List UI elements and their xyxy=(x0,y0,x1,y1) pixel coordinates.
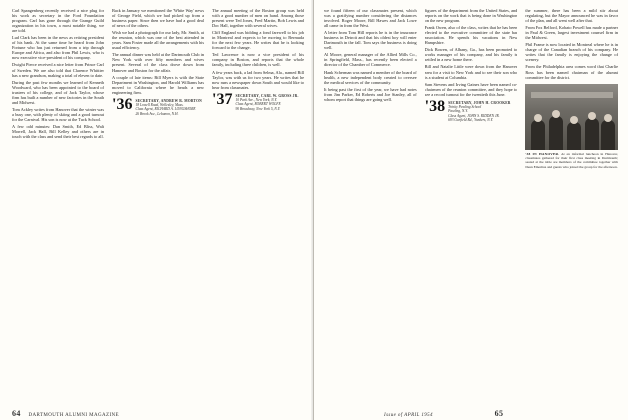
class-info xyxy=(448,100,510,122)
class-secretary: SECRETARY, CARL W. GROSS JR. xyxy=(235,93,299,98)
photo-person-head xyxy=(604,114,612,122)
class-year: '37 xyxy=(212,90,233,108)
paragraph: The annual meeting of the Boston group was held with a good number of men on hand. Among those present were Ted Jones, Fred Martin, Bob Lewis and Doc Hall, together with several wives. xyxy=(212,8,304,29)
class-address: 10 Park Ave., New York, N.Y. xyxy=(235,98,278,102)
right-page xyxy=(314,0,628,420)
paragraph: we found fifteen of our classmates present, which was a gratifying number considering the distances involved. Roger Moore, Bill Hawes and Jack Lowe all came in from the West. xyxy=(324,8,417,29)
class-header-38 xyxy=(424,97,518,122)
paragraph: The annual dinner was held at the Dartmouth Club in New York with over fifty members and wives present. Several of the class drove down from Hanover and Boston for the affair. xyxy=(112,52,204,73)
photo-caption xyxy=(525,152,618,169)
paragraph: Tom Ackley writes from Hanover that the winter was a busy one, with plenty of skiing and a good turnout for the Carnival. His son is now at the Tuck School. xyxy=(12,106,104,122)
class-agent-address: 26 Brook Ave., Lebanon, N.H. xyxy=(135,111,179,116)
paragraph: A few years back, a lad from Selma, Ala., named Bill Taylor, was with us for two years. He writes that he now runs a newspaper down South and would like to hear from classmates. xyxy=(212,69,304,90)
class-info xyxy=(135,98,201,116)
paragraph: Back in January we mentioned the 'White Way' news of George Field, which we had picked up from a business paper. Since then we have had a good deal of news of the others. xyxy=(112,8,204,29)
photo-person-head xyxy=(534,114,542,122)
paragraph: From Fox Belford, Kobato Powell has made a partner in Paul & Green, largest investment counsel firm in the Midwest. xyxy=(525,25,619,41)
photo-person xyxy=(585,118,599,150)
photo-person-head xyxy=(588,112,596,120)
paragraph: Hank Scherman was named a member of the board of health, a new independent body created to oversee the medical services of the community. xyxy=(324,69,417,85)
class-address: 18 Lowell Road, Wellesley, Mass. xyxy=(135,103,184,108)
photo-caption-title: '38 IN HANOVER. xyxy=(525,151,560,156)
paragraph: figures of the department from the United States, and reports on the work that is being done in Washington on the new program. xyxy=(424,8,518,24)
photo-person-head xyxy=(552,110,560,118)
paragraph: From the Philadelphia area comes word that Charlie Ross has been named chairman of the alumni committee for the district. xyxy=(525,64,619,80)
paragraph: A couple of late items: Bill Myers is with the State Department in Washington, and Harold Williams has moved to California where he heads a new engineering firm. xyxy=(112,74,204,95)
paragraph: Bill and Natalie Little were down from the Hanover area for a visit to New York and to see their son who is a student at Columbia. xyxy=(424,64,518,80)
class-year: '38 xyxy=(424,97,446,115)
paragraph: Phil Frame is now located in Montreal where he is in charge of the Canadian branch of his company. He writes that the family is enjoying the change of scenery. xyxy=(525,42,619,63)
paragraph: Lud Clark has been in the news as retiring president of his bank. At the same time he heard from John Fortune who has just returned from a trip through Europe and Africa, and also from Phil Lewis, who is now executive vice-president of his company. xyxy=(12,35,104,61)
paragraph: Sam Stevens and Irving Gaines have been named co-chairmen of the reunion committee, and they hope to see a record turnout for the twentieth this June. xyxy=(424,81,518,97)
paragraph: Ted Lawrence is now a vice president of his company in Boston, and reports that the whole family, including three children, is well. xyxy=(212,52,304,68)
right-column-1 xyxy=(324,8,417,169)
class-address: Trinity Pawling School xyxy=(448,105,482,110)
right-column-3 xyxy=(525,8,618,169)
paragraph: A few odd minutes: Dan Smith, Ed Bliss, Walt Morrell, Jack Hall, Bill Kelley and others are in touch with the class and send their best regards to all. xyxy=(12,123,104,140)
page-number: 65 xyxy=(494,409,504,418)
left-column-1 xyxy=(12,8,104,141)
class-secretary: SECRETARY, ANDREW R. MORTON xyxy=(135,98,202,103)
paragraph: Al Moore, general manager of the Allied Mills Co., in Springfield, Mass., has recently been elected a director of the Chamber of Commerce. xyxy=(324,52,417,68)
paragraph: Dwight Pierce received a nice letter from Prince Carl of Sweden. We are also told that Clarence Whittier has a new grandson, making a total of eleven to date. xyxy=(12,62,104,78)
photo-person xyxy=(567,122,581,150)
right-column-2 xyxy=(425,8,518,169)
photo-person xyxy=(531,120,545,150)
class-agent: Class Agent, JOHN S. RIDDEN JR. xyxy=(448,113,500,118)
paragraph: Frank Owen, also of the class, writes that he has been elected to the executive committee of the state bar association. He spends his vacations in New Hampshire. xyxy=(424,25,518,46)
page-footer-left xyxy=(12,409,119,418)
class-secretary: SECRETARY, JOHN H. CROOKER xyxy=(448,100,511,105)
paragraph: the summer, there has been a mild stir about regulating, but the Mayor announced he was in favor of the plan, and all went well after that. xyxy=(525,8,619,24)
class-header-36 xyxy=(112,95,204,116)
page-footer-right xyxy=(384,409,503,418)
class-photo xyxy=(525,84,618,150)
class-year: '36 xyxy=(112,95,133,113)
class-agent-address: 693 Garfield Rd., Yonkers, N.Y. xyxy=(448,117,494,122)
left-column-3 xyxy=(212,8,304,141)
class-info xyxy=(235,93,298,111)
left-column-2 xyxy=(112,8,204,141)
class-header-37 xyxy=(212,90,304,111)
class-address-2: Pawling, N.Y. xyxy=(448,109,468,114)
paragraph: It being past the first of the year, we have had notes from Jim Parker, Ed Roberts and Joe Stanley, all of whom report that things are going well. xyxy=(324,86,417,102)
paragraph: Wish we had a photograph for our lady, Mr. Smith, at the reunion, which was one of the best attended in years. Sam Foster made all the arrangements with his usual efficiency. xyxy=(112,30,204,51)
paragraph: A letter from Tom Hill reports he is in the insurance business in Detroit and that his oldest boy will enter Dartmouth in the fall. Tom says the business is doing well. xyxy=(324,30,417,51)
class-agent-address: 90 Broadway, New York 5, N.Y. xyxy=(235,106,281,111)
photo-person xyxy=(601,120,615,150)
paragraph: Carl Spangenberg recently received a nice plug for his work as secretary in the Ford Foundation program. Carl has gone through the Grange Guild organization in his town, a most notable thing, we are told. xyxy=(12,8,104,34)
page-number: 64 xyxy=(12,409,21,418)
photo-caption-text: At an informal luncheon in Hanover, classmates gathered for their first class meeting in Dartmouth; seated at the table are members of the committee together with Dean Emeritus and guests who joined the group for the afternoon. xyxy=(525,151,619,169)
running-title: Issue of APRIL 1954 xyxy=(384,413,433,418)
paragraph: Dick Bowen, of Albany, Ga., has been promoted to works manager of his company, and his family is settled in a new home there. xyxy=(424,47,518,63)
photo-background-banner xyxy=(531,92,613,98)
paragraph: During the past few months we learned of Kenneth Woodward, who has been appointed to the board of trustees of his college, and of Jack Taylor, whose firm has built a number of new factories in the South and Midwest. xyxy=(12,79,104,105)
class-agent: Class Agent, ROBERT WOLFE xyxy=(235,102,281,107)
paragraph: Cliff England was bidding a fond farewell to his job in Montreal and expects to be moving to Bermuda for the next few years. He writes that he is looking forward to the change. xyxy=(212,30,304,51)
class-agent: Class Agent, RICHARD A. LONGSHORE xyxy=(135,107,196,112)
photo-person xyxy=(549,116,563,150)
running-title: DARTMOUTH ALUMNI MAGAZINE xyxy=(28,413,119,418)
photo-person-head xyxy=(570,116,578,124)
